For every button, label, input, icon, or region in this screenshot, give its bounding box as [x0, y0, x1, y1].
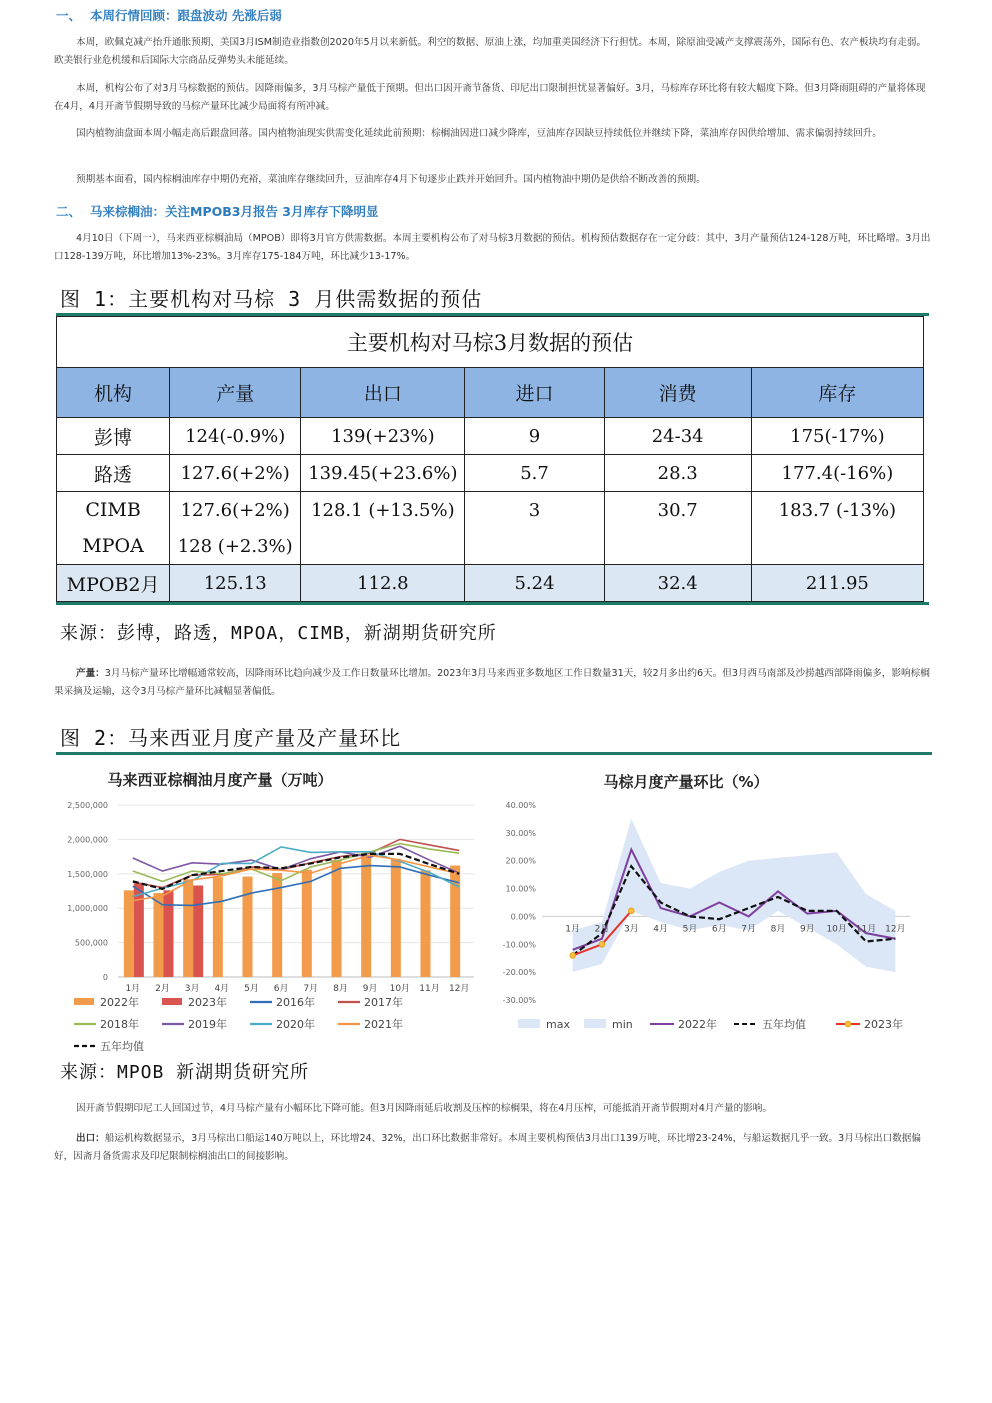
y-tick-label: 0.00% — [510, 912, 536, 922]
production-chart-panel — [60, 763, 486, 1053]
bar-2023年 — [193, 885, 203, 977]
org-cell: 路透 — [57, 455, 170, 492]
org-cell: MPOA — [57, 528, 170, 565]
x-tick-label: 1月 — [125, 984, 141, 994]
bar-2022年 — [302, 870, 312, 977]
stock-cell: 177.4(-16%) — [751, 455, 923, 492]
y-axis-ticks — [67, 801, 108, 982]
org-cell: 彭博 — [57, 418, 170, 455]
x-tick-label: 8月 — [333, 984, 348, 994]
exp-cell: 128.1 (+13.5%) — [301, 492, 465, 565]
production-chart — [60, 763, 486, 1053]
legend-label: 2020年 — [276, 1018, 315, 1031]
y-tick-label: -30.00% — [502, 996, 536, 1005]
y-tick-label: 10.00% — [505, 884, 536, 894]
paragraph-lead: 出口： — [76, 1133, 105, 1144]
bar-2022年 — [154, 893, 164, 977]
point-2023年 — [629, 908, 635, 914]
imp-cell: 9 — [465, 418, 604, 455]
stock-cell: 211.95 — [751, 565, 923, 602]
imp-cell: 3 — [465, 492, 604, 565]
paragraph: 本周，机构公布了对3月马棕数据的预估。因降雨偏多，3月马棕产量低于预期。但出口因开斋节备货、印尼出口限制担忧显著偏好。3月，马棕库存环比将有较大幅度下降。但3月降雨阻碍的产量将体现在4月，4月开斋节假期导致的马棕产量环比减少局面将有所冲减。 — [54, 83, 926, 112]
y-tick-label: 1,500,000 — [67, 869, 108, 879]
section-number: 一、 — [56, 8, 82, 23]
bar-2022年 — [183, 879, 193, 977]
legend-label: 2016年 — [276, 996, 315, 1009]
x-tick-label: 4月 — [214, 984, 230, 994]
x-tick-label: 11月 — [855, 924, 877, 935]
table-header-row — [57, 368, 924, 418]
cons-cell: 32.4 — [604, 565, 751, 602]
chart-legend — [74, 995, 403, 1053]
y-tick-label: 0 — [102, 973, 108, 982]
table-row — [57, 492, 924, 529]
x-tick-label: 5月 — [244, 984, 259, 994]
x-tick-label: 6月 — [273, 984, 289, 994]
y-tick-label: 500,000 — [74, 938, 108, 948]
y-tick-label: 40.00% — [505, 801, 536, 810]
bar-2023年 — [164, 890, 174, 977]
section-title-1 — [56, 6, 282, 24]
paragraph: 国内植物油盘面本周小幅走高后跟盘回落。国内植物油现实供需变化延续此前预期：棕榈油因进口减少降库，豆油库存因缺豆持续低位并继续下降，菜油库存因供给增加、需求偏弱持续回升。 — [76, 128, 882, 139]
prod-cell: 127.6(+2%) — [170, 492, 301, 529]
header-cell: 机构 — [57, 368, 170, 418]
exp-cell: 139.45(+23.6%) — [301, 455, 465, 492]
prod-cell: 125.13 — [170, 565, 301, 602]
header-cell: 库存 — [751, 368, 923, 418]
point-2023年 — [599, 941, 605, 947]
chart-title: 马来西亚棕榈油月度产量（万吨） — [107, 771, 333, 789]
header-cell: 消费 — [604, 368, 751, 418]
x-tick-label: 7月 — [303, 984, 319, 994]
x-tick-label: 4月 — [653, 924, 669, 935]
estimate-table-grid — [56, 316, 924, 602]
exp-cell: 139(+23%) — [301, 418, 465, 455]
legend-label: 2021年 — [364, 1018, 403, 1031]
x-tick-label: 3月 — [623, 924, 639, 935]
table-title: 主要机构对马棕3月数据的预估 — [57, 317, 924, 368]
y-tick-label: 2,500,000 — [67, 801, 108, 810]
x-tick-label: 9月 — [799, 924, 815, 935]
y-tick-label: -10.00% — [502, 940, 536, 950]
x-tick-label: 10月 — [826, 924, 847, 935]
paragraph: 因开斋节假期印尼工人回国过节，4月马棕产量有小幅环比下降可能。但3月因降雨延后收割及压榨的棕榈果，将在4月压榨，可能抵消开斋节假期对4月产量的影响。 — [76, 1103, 772, 1114]
x-tick-label: 3月 — [184, 984, 200, 994]
header-cell: 产量 — [170, 368, 301, 418]
mom-chart-panel — [496, 763, 930, 1041]
legend-label: 2022年 — [100, 996, 139, 1009]
x-tick-label: 5月 — [682, 924, 698, 935]
legend-swatch — [518, 1019, 540, 1028]
section-title-text: 马来棕榈油：关注MPOB3月报告 3月库存下降明显 — [90, 204, 379, 219]
max-min-band — [573, 819, 896, 972]
legend-swatch — [74, 998, 94, 1005]
figure-2-caption: 图 2：马来西亚月度产量及产量环比 — [60, 726, 402, 750]
y-tick-label: 2,000,000 — [67, 835, 108, 845]
x-tick-label: 12月 — [885, 924, 906, 935]
x-tick-label: 2月 — [155, 984, 170, 994]
stock-cell: 183.7 (-13%) — [751, 492, 923, 565]
bar-2022年 — [332, 860, 342, 977]
legend-label: min — [612, 1018, 633, 1031]
section-number: 二、 — [56, 204, 82, 219]
x-tick-label: 2月 — [594, 924, 610, 935]
paragraph: 本周，欧佩克减产抬升通胀预期、美国3月ISM制造业指数创2020年5月以来新低。利空的数据、原油上涨，均加重美国经济下行担忧。本周，除原油受减产支撑震荡外，国际有色、农产板块均有走弱。欧美银行业危机缓和后国际大宗商品反弹势头未能延续。 — [54, 37, 927, 66]
x-tick-label: 7月 — [741, 924, 757, 935]
cons-cell: 24-34 — [604, 418, 751, 455]
x-tick-label: 8月 — [770, 924, 786, 935]
paragraph — [54, 665, 934, 701]
legend-swatch — [162, 998, 182, 1005]
legend-label: 五年均值 — [762, 1018, 806, 1031]
x-tick-label: 12月 — [448, 984, 470, 994]
legend-swatch — [584, 1019, 606, 1028]
paragraph — [54, 1130, 934, 1166]
x-tick-label: 1月 — [565, 924, 581, 935]
estimate-table — [56, 313, 929, 605]
stock-cell: 175(-17%) — [751, 418, 923, 455]
table-bottom-rule — [56, 602, 929, 605]
org-cell: CIMB — [57, 492, 170, 529]
header-cell: 进口 — [465, 368, 604, 418]
legend-label: 五年均值 — [100, 1040, 144, 1053]
bar-2023年 — [134, 883, 144, 977]
x-tick-label: 6月 — [711, 924, 727, 935]
paragraph-body: 船运机构数据显示，3月马棕出口船运140万吨以上，环比增24、32%，出口环比数据非常好。本周主要机构预估3月出口139万吨，环比增23-24%，与船运数据几乎一致。3月马棕出口数据偏好，因斋月备货需求及印尼限制棕榈油出口的间接影响。 — [54, 1133, 921, 1162]
chart-legend — [518, 1017, 903, 1031]
figure-1-source: 来源：彭博，路透，MPOA，CIMB，新湖期货研究所 — [60, 623, 497, 644]
legend-label: 2023年 — [864, 1018, 903, 1031]
chart-title: 马棕月度产量环比（%） — [603, 773, 769, 791]
y-tick-label: 20.00% — [505, 856, 536, 866]
bar-2022年 — [124, 890, 134, 977]
bar-2022年 — [391, 859, 401, 977]
figure-2-source: 来源：MPOB 新湖期货研究所 — [60, 1062, 310, 1083]
table-row-mpob — [57, 565, 924, 602]
paragraph-body: 3月马棕产量环比增幅通常较高，因降雨环比趋向减少及工作日数量环比增加。2023年3月马来西亚多数地区工作日数量31天，较2月多出约6天。但3月西马南部及沙捞越西部降雨偏多，影响棕榈果采摘及运输，这令3月马棕产量环比减幅显著偏低。 — [54, 668, 930, 697]
mom-chart — [496, 763, 930, 1041]
section-title-text: 本周行情回顾：跟盘波动 先涨后弱 — [90, 8, 282, 23]
bar-2022年 — [421, 870, 431, 977]
figure-1-caption: 图 1：主要机构对马棕 3 月供需数据的预估 — [60, 287, 483, 311]
y-tick-label: 1,000,000 — [67, 904, 108, 914]
legend-label: 2018年 — [100, 1018, 139, 1031]
legend-label: max — [546, 1018, 570, 1031]
cons-cell: 30.7 — [604, 492, 751, 565]
table-row — [57, 455, 924, 492]
legend-label: 2023年 — [188, 996, 227, 1009]
x-tick-label: 11月 — [419, 984, 440, 994]
x-axis-ticks — [125, 983, 469, 994]
line-series — [133, 839, 459, 905]
legend-label: 2019年 — [188, 1018, 227, 1031]
imp-cell: 5.24 — [465, 565, 604, 602]
legend-label: 2022年 — [678, 1018, 717, 1031]
table-row — [57, 418, 924, 455]
prod-cell: 124(-0.9%) — [170, 418, 301, 455]
bar-2022年 — [213, 877, 223, 977]
paragraph-lead: 产量： — [76, 668, 105, 679]
imp-cell: 5.7 — [465, 455, 604, 492]
org-cell: MPOB2月 — [57, 565, 170, 602]
point-2023年 — [570, 953, 576, 959]
prod-cell: 128 (+2.3%) — [170, 528, 301, 565]
legend-swatch-dot — [845, 1021, 851, 1027]
bar-2022年 — [361, 857, 371, 977]
chart-frame — [56, 752, 932, 1053]
header-cell: 出口 — [301, 368, 465, 418]
y-tick-label: 30.00% — [505, 828, 536, 838]
y-tick-label: -20.00% — [502, 968, 536, 978]
x-tick-label: 10月 — [389, 984, 411, 994]
exp-cell: 112.8 — [301, 565, 465, 602]
cons-cell: 28.3 — [604, 455, 751, 492]
paragraph: 预期基本面看，国内棕榈油库存中期仍充裕，菜油库存继续回升，豆油库存4月下旬逐步止跌并开始回升。国内植物油中期仍是供给不断改善的预期。 — [76, 174, 706, 185]
range-band — [573, 819, 896, 972]
paragraph: 4月10日（下周一），马来西亚棕榈油局（MPOB）即将3月官方供需数据。本周主要机构公布了对马棕3月数据的预估。机构预估数据存在一定分歧：其中，3月产量预估124-128万吨，环比略增。3月出口128-139万吨，环比增加13%-23%。3月库存175-184万吨，环比减少13-17%。 — [54, 233, 931, 262]
line-2021年 — [133, 855, 459, 900]
bar-2022年 — [243, 877, 253, 977]
x-tick-label: 9月 — [362, 984, 378, 994]
prod-cell: 127.6(+2%) — [170, 455, 301, 492]
legend-label: 2017年 — [364, 996, 403, 1009]
section-title-2 — [56, 202, 379, 220]
